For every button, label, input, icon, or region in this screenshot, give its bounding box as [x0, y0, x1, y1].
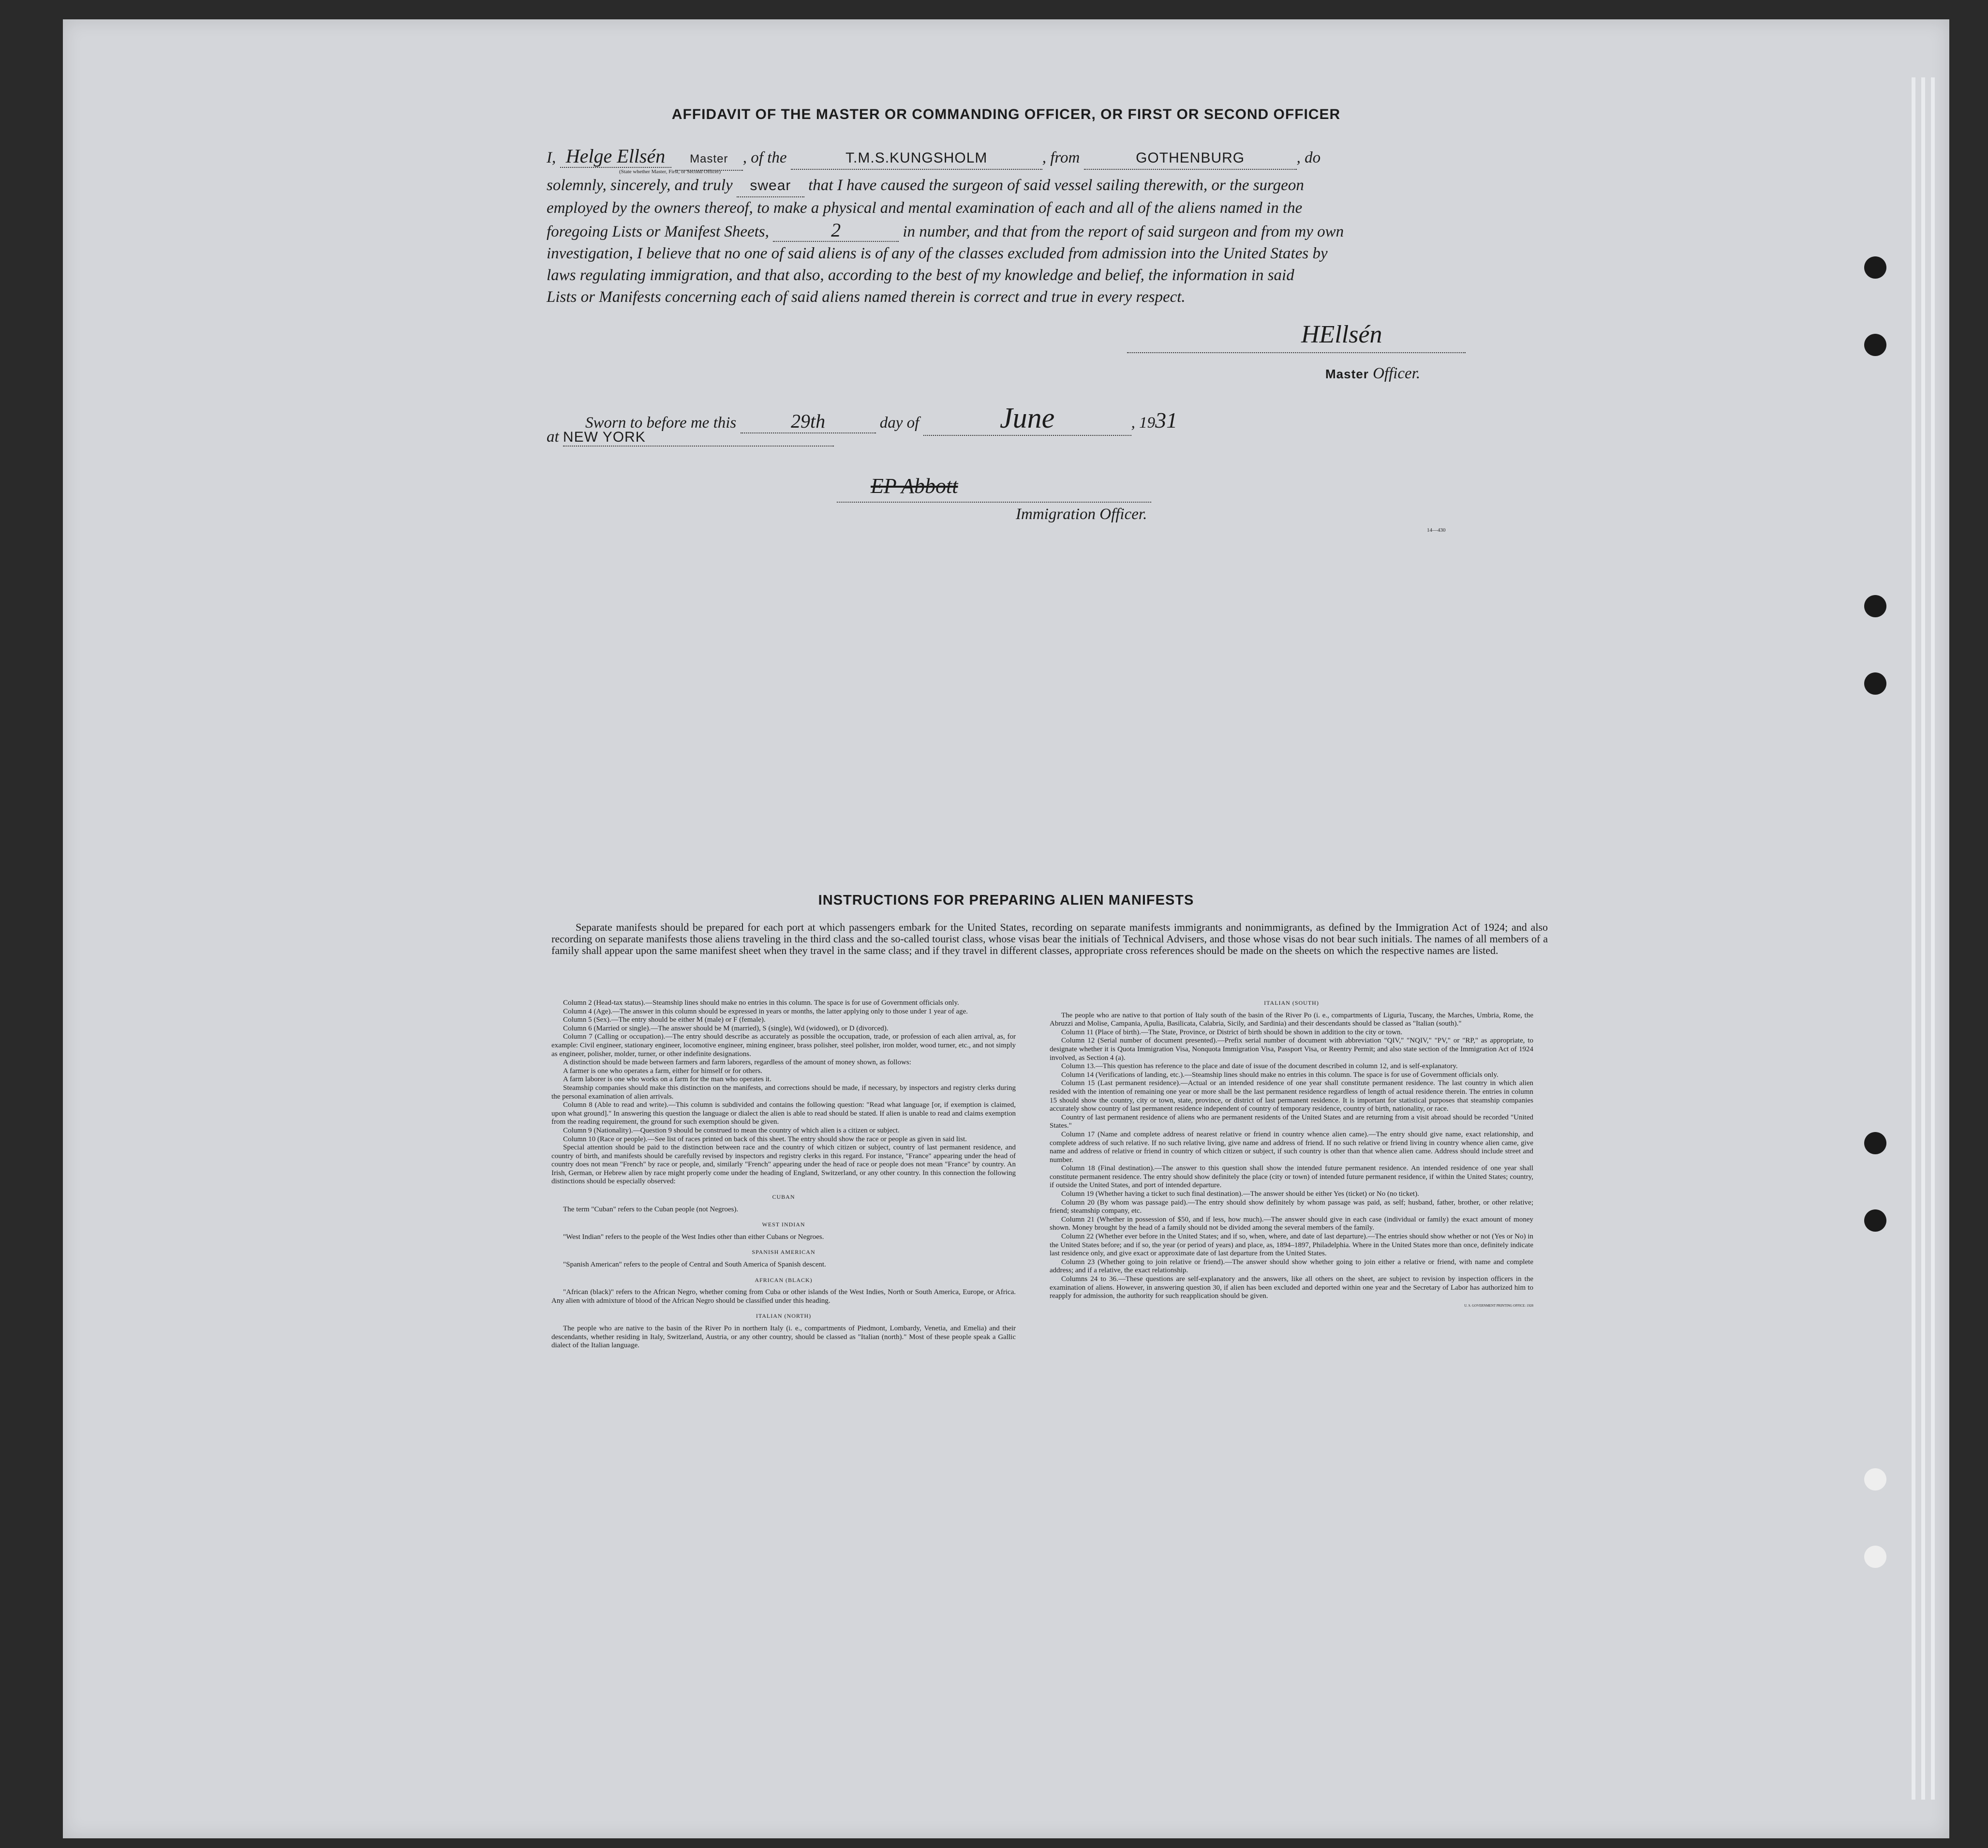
binder-hole: [1864, 1209, 1886, 1232]
page-edge: [1931, 77, 1935, 1800]
month-field: June: [923, 402, 1131, 436]
year-field: 31: [1155, 408, 1178, 432]
binder-hole: [1864, 672, 1886, 695]
oath-field: swear: [737, 175, 804, 197]
sworn-line: Sworn to before me this 29th day of June , 1931: [585, 402, 1177, 436]
heading-italian-south: ITALIAN (SOUTH): [1264, 999, 1319, 1006]
binder-hole: [1864, 595, 1886, 617]
affidavit-line-3: employed by the owners thereof, to make a physical and mental examination of each and all of the aliens named in the: [547, 199, 1303, 217]
officer-caption: Master Officer.: [1325, 365, 1421, 382]
binder-hole: [1864, 1546, 1886, 1568]
immigration-signature-line: [837, 474, 1151, 503]
rank-field: Master: [675, 147, 743, 171]
instructions-title: INSTRUCTIONS FOR PREPARING ALIEN MANIFESTS: [818, 893, 1194, 908]
heading-spanish-american: SPANISH AMERICAN: [752, 1249, 816, 1256]
affidavit-line-4: foregoing Lists or Manifest Sheets, 2 in number, and that from the report of said surgeon and from my own: [547, 219, 1344, 241]
immigration-officer-label: Immigration Officer.: [1016, 506, 1147, 523]
master-name-field: Helge Ellsén: [560, 145, 671, 168]
instructions-right-column: ITALIAN (SOUTH) The people who are native to that portion of Italy south of the basin of the River Po (i. e., compartments of Liguria, Tuscany, the Marches, Umbria, Rome, the Abruzzi and Molise, Campania, Apulia, Basilicata, Calabria, Sicily, and Sardinia) and their descendants should be classed as "Italian (south)." Column 11 (Place of birth).—The State, Province, or District of birth should be shown in addition to the city or town. Column 12 (Serial number of document presented).—Prefix serial number of document with abbreviation "QIV," "NQIV," "PV," or "RP," as appropriate, to designate whether it is Quota Immigration Visa, Nonquota Immigration Visa, Passport Visa, or Reentry Permit; and also state section of the Immigration Act of 1924 involved, as Section 4 (a). Column 13.—This question has reference to the place and date of issue of the document described in column 12, and is self-explanatory. Column 14 (Verifications of landing, etc.).—Steamship lines should make no entries in this column. The space is for use of Government officials only. Column 15 (Last permanent residence).—Actual or an intended residence of one year shall constitute permanent residence. The last country in which alien resided with the intention of remaining one year or more shall be the last permanent residence regardless of length of actual residence therein. The entries in column 15 should show the country, city or town, state, province, or district of last permanent residence. It is important for statistical purposes that steamship companies accurately show country of last permanent residence independent of country of temporary residence, country of birth, nationality, or race. Country of last permanent residence of aliens who are permanent residents of the United States and are returning from a visit abroad should be recorded "United States." Column 17 (Name and complete address of nearest relative or friend in country whence alien came).—The entry should give name, exact relationship, and complete address of such relative. If no such relative living, give name and address of friend. If no such relative or friend living in country whence alien came, give name and address of relative or friend in country of which citizen or subject, if such country is other than that whence alien came. Address should include street and number. Column 18 (Final destination).—The answer to this question shall show the intended future permanent residence. An intended residence of one year shall constitute permanent residence. The entry should show definitely the place (city or town) of intended future permanent residence, if within the United States; country, if outside the United States, and port of intended departure. Column 19 (Whether having a ticket to such final destination).—The answer should be either Yes (ticket) or No (no ticket). Column 20 (By whom was passage paid).—The entry should show definitely by whom passage was paid, as self; husband, father, brother, or other relative; friend; steamship company, etc. Column 21 (Whether in possession of $50, and if less, how much).—The answer should give in each case (individual or family) the exact amount of money shown. Money brought by the head of a family should not be divided among the several members of the family. Column 22 (Whether ever before in the United States; and if so, when, where, and date of last departure).—The entries should show whether or not (Yes or No) in the United States before; and if so, the year (or period of years) and place, as, 1894–1897, Philadelphia. Where in the United States more than once, definitely indicate last residence only, and give exact or approximate date of last departure from the United States. Column 23 (Whether going to join relative or friend).—The answer should show whether going to join either a relative or friend, with name and complete address; and if a relative, the exact relationship. Columns 24 to 36.—These questions are self-explanatory and the answers, like all others on the sheet, are subject to revision by inspection officers in the examination of aliens. However, in answering question 30, if alien has been excluded and deported within one year and the Secretary of Labor has authorized him to reapply for admission, the authority for such reapplication should be given. U. S. GOVERNMENT PRINTING OFFICE: 1928: [1050, 999, 1533, 1308]
signer-rank: Master: [1325, 367, 1369, 381]
place-line: at NEW YORK: [547, 428, 834, 447]
affidavit-line-7: Lists or Manifests concerning each of said aliens named therein is correct and true in every respect.: [547, 288, 1186, 306]
heading-cuban: CUBAN: [772, 1193, 795, 1201]
affidavit-title: AFFIDAVIT OF THE MASTER OR COMMANDING OFFICER, OR FIRST OR SECOND OFFICER: [671, 106, 1341, 122]
heading-west-indian: WEST INDIAN: [762, 1221, 805, 1228]
heading-italian-north: ITALIAN (NORTH): [756, 1312, 812, 1320]
immigration-signature: EP Abbott: [871, 474, 958, 498]
day-field: 29th: [741, 410, 876, 433]
rank-hint: (State whether Master, First, or Second Officer): [619, 169, 721, 175]
binder-hole: [1864, 256, 1886, 279]
gpo-imprint: U. S. GOVERNMENT PRINTING OFFICE: 1928: [1464, 1303, 1533, 1308]
affidavit-line-2: solemnly, sincerely, and truly swear that I have caused the surgeon of said vessel sailing therewith, or the surgeon: [547, 175, 1562, 197]
binder-hole: [1864, 334, 1886, 356]
binder-hole: [1864, 1132, 1886, 1154]
affidavit-body: [547, 145, 1562, 308]
page-edge: [1912, 77, 1915, 1800]
place-field: NEW YORK: [563, 429, 834, 447]
vessel-field: T.M.S.KUNGSHOLM: [791, 147, 1042, 170]
instructions-intro: Separate manifests should be prepared for each port at which passengers embark for the United States, recording on separate manifests immigrants and nonimmigrants, as defined by the Immigration Act of 1924; and also recording on separate manifests those aliens traveling in the third class and the so-called tourist class, whose visas bear the initials of Technical Advisers, and those whose visas do not bear such initials. The names of all members of a family shall appear upon the same manifest sheet when they travel in the same class; and if they travel in different classes, appropriate cross references should be made on the sheets on which the respective names are listed.: [551, 921, 1548, 956]
affidavit-line-1: I, Helge Ellsén Master , of the T.M.S.KUNGSHOLM , from GOTHENBURG , do (State whether Master, First, or Second Officer): [547, 145, 1562, 175]
manifest-page: [63, 19, 1949, 1838]
master-signature-line: [1127, 321, 1466, 353]
sheets-field: 2: [773, 219, 899, 242]
form-number: 14—430: [1427, 527, 1446, 533]
binder-hole: [1864, 1468, 1886, 1490]
instructions-left-column: Column 2 (Head-tax status).—Steamship lines should make no entries in this column. The space is for use of Government officials only. Column 4 (Age).—The answer in this column should be expressed in years or months, the latter applying only to those under 1 year of age. Column 5 (Sex).—The entry should be either M (male) or F (female). Column 6 (Married or single).—The answer should be M (married), S (single), Wd (widowed), or D (divorced). Column 7 (Calling or occupation).—The entry should describe as accurately as possible the occupation, trade, or profession of each alien arrival, as, for example: Civil engineer, stationary engineer, locomotive engineer, mining engineer, brass polisher, steel polisher, iron molder, wood turner, etc., and not simply as engineer, polisher, molder, turner, or other indefinite designations. A distinction should be made between farmers and farm laborers, regardless of the amount of money shown, as follows: A farmer is one who operates a farm, either for himself or for others. A farm laborer is one who works on a farm for the man who operates it. Steamship companies should make this distinction on the manifests, and corrections should be made, if necessary, by inspectors and registry clerks during the personal examination of alien arrivals. Column 8 (Able to read and write).—This column is subdivided and contains the following question: "Read what language [or, if exemption is claimed, upon what ground]." In answering this question the language or dialect the alien is able to read should be stated. If alien is unable to read and claims exemption from the reading requirement, the ground for such exemption should be given. Column 9 (Nationality).—Question 9 should be construed to mean the country of which alien is a citizen or subject. Column 10 (Race or people).—See list of races printed on back of this sheet. The entry should show the race or people as given in said list. Special attention should be paid to the distinction between race and the country of which citizen or subject, country of last permanent residence, and country of birth, and manifests should be carefully revised by inspectors and registry clerks in this regard. For instance, "France" appearing under the head of country does not mean "French" by race or people, and, similarly "French" appearing under the head of race or people does not mean "France" by country. An Irish, German, or Hebrew alien by race might properly come under the heading of England, Switzerland, or any other country. In this connection the following distinctions should be especially observed: CUBAN The term "Cuban" refers to the Cuban people (not Negroes). WEST INDIAN "West Indian" refers to the people of the West Indies other than either Cubans or Negroes. SPANISH AMERICAN "Spanish American" refers to the people of Central and South America of Spanish descent. AFRICAN (BLACK) "African (black)" refers to the African Negro, whether coming from Cuba or other islands of the West Indies, North or South America, Europe, or Africa. Any alien with admixture of blood of the African Negro should be classified under this heading. ITALIAN (NORTH) The people who are native to the basin of the River Po in northern Italy (i. e., compartments of Piedmont, Lombardy, Venetia, and Emelia) and their descendants, whether residing in Italy, Switzerland, Austria, or any other country, should be classed as "Italian (north)." Most of these people speak a Gallic dialect of the Italian language.: [551, 999, 1016, 1350]
affidavit-line-6: laws regulating immigration, and that also, according to the best of my knowledge and belief, the information in said: [547, 267, 1294, 284]
page-edge: [1921, 77, 1925, 1800]
heading-african: AFRICAN (BLACK): [755, 1276, 813, 1283]
affidavit-line-5: investigation, I believe that no one of said aliens is of any of the classes excluded from admission into the United States by: [547, 245, 1328, 262]
master-signature: HEllsén: [1301, 321, 1382, 348]
port-field: GOTHENBURG: [1084, 147, 1297, 170]
